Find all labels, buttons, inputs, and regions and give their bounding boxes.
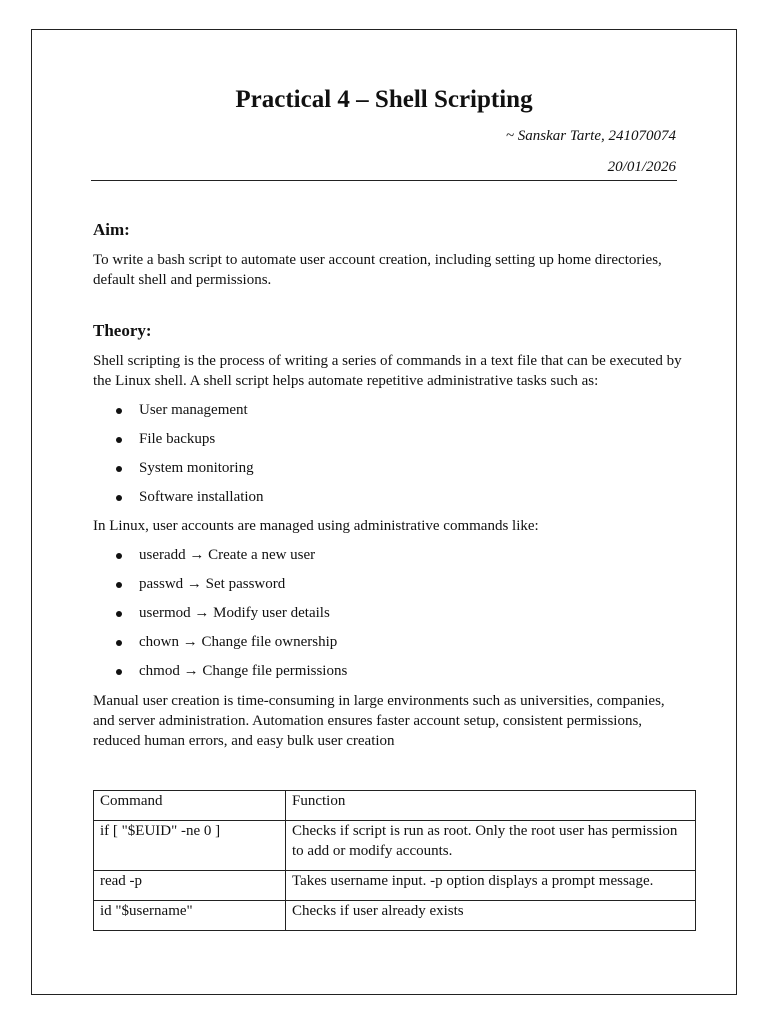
header-divider (91, 180, 677, 181)
bullet-icon (116, 553, 122, 559)
date-line: 20/01/2026 (607, 159, 676, 175)
list-item-label: User management (139, 402, 248, 418)
document-title: Practical 4 – Shell Scripting (235, 86, 533, 113)
table-header-cell: Function (286, 791, 696, 821)
aim-text: To write a bash script to automate user account creation, including setting up home directories, default shell and permissions. (93, 252, 662, 288)
table-cell: Checks if user already exists (286, 901, 696, 931)
list-item-label: Software installation (139, 489, 264, 505)
list-item (93, 429, 683, 449)
bullet-icon (116, 669, 122, 675)
table-header-cell: Command (94, 791, 286, 821)
commands-table (93, 790, 696, 931)
list-item (93, 661, 683, 681)
commands-list (93, 545, 683, 681)
table-row (94, 901, 696, 931)
list-item (93, 603, 683, 623)
list-item-label: useradd → Create a new user (139, 547, 316, 563)
list-item-label: passwd → Set password (139, 576, 286, 592)
bullet-icon (116, 640, 122, 646)
list-item-label: chown → Change file ownership (139, 634, 338, 650)
list-item-label: chmod → Change file permissions (139, 663, 348, 679)
bullet-icon (116, 437, 122, 443)
list-item-label: usermod → Modify user details (139, 605, 330, 621)
bullet-icon (116, 495, 122, 501)
aim-heading: Aim: (93, 220, 130, 239)
bullet-icon (116, 611, 122, 617)
table-cell: Takes username input. -p option displays a prompt message. (286, 871, 696, 901)
list-item-label: System monitoring (139, 460, 254, 476)
list-item (93, 545, 683, 565)
tasks-list (93, 400, 683, 507)
table-cell: if [ "$EUID" -ne 0 ] (94, 821, 286, 871)
linux-intro: In Linux, user accounts are managed using administrative commands like: (93, 518, 539, 534)
list-item (93, 487, 683, 507)
table-row (94, 821, 696, 871)
table-cell: id "$username" (94, 901, 286, 931)
table-cell: read -p (94, 871, 286, 901)
list-item (93, 574, 683, 594)
manual-paragraph: Manual user creation is time-consuming in large environments such as universities, companies, and server administration. Automation ensures faster account setup, consistent permissions, reduced human errors, and easy bulk user creation (93, 693, 665, 749)
list-item (93, 400, 683, 420)
table-header-row (94, 791, 696, 821)
bullet-icon (116, 408, 122, 414)
document-body (93, 218, 683, 751)
table-cell: Checks if script is run as root. Only the root user has permission to add or modify accounts. (286, 821, 696, 871)
bullet-icon (116, 582, 122, 588)
table-row (94, 871, 696, 901)
bullet-icon (116, 466, 122, 472)
theory-intro: Shell scripting is the process of writing a series of commands in a text file that can be executed by the Linux shell. A shell script helps automate repetitive administrative tasks such as: (93, 353, 682, 389)
list-item (93, 458, 683, 478)
theory-heading: Theory: (93, 321, 152, 340)
list-item (93, 632, 683, 652)
author-line: ~ Sanskar Tarte, 241070074 (505, 128, 676, 144)
list-item-label: File backups (139, 431, 216, 447)
